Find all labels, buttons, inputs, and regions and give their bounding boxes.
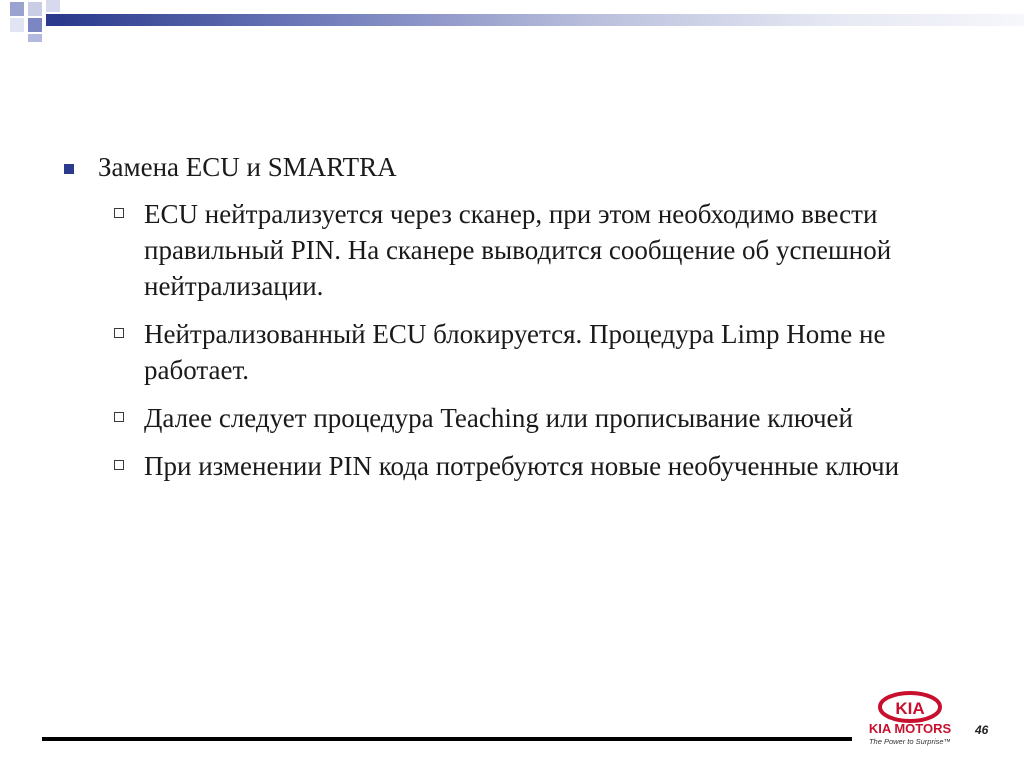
square-bullet-icon — [64, 164, 74, 174]
kia-logo — [858, 688, 968, 748]
item-text: Нейтрализованный ECU блокируется. Процедура Limp Home не работает. — [144, 319, 886, 385]
page-number: 46 — [975, 723, 989, 737]
decor-square — [10, 18, 24, 32]
footer-divider — [42, 737, 852, 741]
logo-text: KIA — [895, 699, 925, 718]
header-gradient-bar — [60, 14, 1024, 26]
decor-square — [28, 34, 42, 42]
kia-oval-logo-icon — [858, 688, 968, 748]
top-decoration — [0, 0, 1024, 40]
brand-tagline: The Power to Surprise™ — [868, 737, 952, 746]
slide-content — [60, 150, 980, 496]
hollow-square-bullet-icon — [114, 412, 124, 422]
decor-square — [46, 14, 60, 26]
bullet-level1 — [60, 150, 980, 184]
decor-square — [28, 2, 42, 16]
decor-square — [46, 0, 60, 12]
item-text: ECU нейтрализуется через сканер, при этом необходимо ввести правильный PIN. На сканере выводится сообщение об успешной нейтрализации. — [144, 199, 892, 301]
bullet-level2 — [60, 400, 980, 436]
brand-name: KIA MOTORS — [868, 721, 952, 736]
heading-text: Замена ECU и SMARTRA — [98, 152, 397, 182]
hollow-square-bullet-icon — [114, 460, 124, 470]
item-text: При изменении PIN кода потребуются новые необученные ключи — [144, 451, 900, 481]
bullet-level2 — [60, 316, 980, 388]
decor-square — [28, 18, 42, 32]
hollow-square-bullet-icon — [114, 328, 124, 338]
decor-square — [10, 2, 24, 16]
bullet-level2 — [60, 196, 980, 304]
item-text: Далее следует процедура Teaching или прописывание ключей — [144, 403, 853, 433]
bullet-level2 — [60, 448, 980, 484]
hollow-square-bullet-icon — [114, 208, 124, 218]
